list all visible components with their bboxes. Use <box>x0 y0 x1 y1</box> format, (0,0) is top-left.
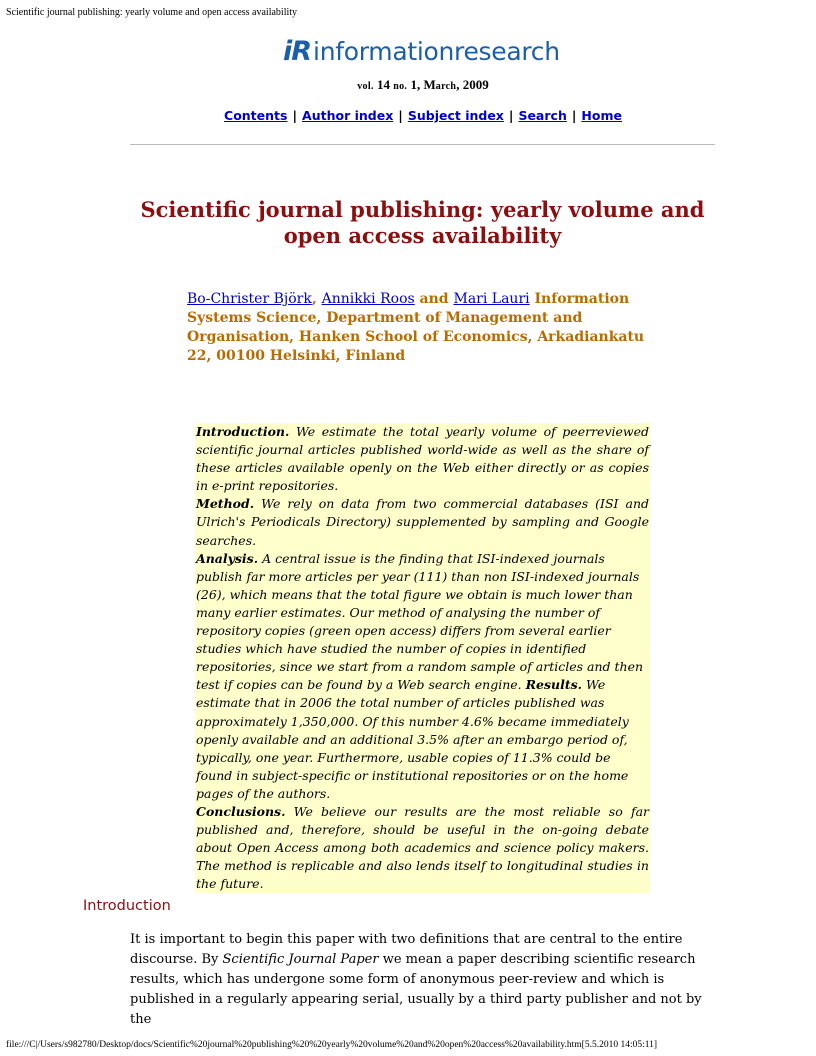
issue-year: 2009 <box>462 77 489 92</box>
abstract-analysis <box>196 550 649 803</box>
header-divider <box>130 144 715 145</box>
vol-number: 14 <box>377 77 390 92</box>
vol-label: vol <box>357 81 371 92</box>
abstract-method-text: We rely on data from two commercial databases (ISI and Ulrich's Periodicals Directory) supplemented by sampling and Google searches. <box>196 496 650 548</box>
author-link-roos[interactable]: Annikki Roos <box>321 291 415 307</box>
author-link-lauri[interactable]: Mari Lauri <box>453 291 530 307</box>
abstract-intro-text: We estimate the total yearly volume of peerreviewed scientific journal articles published world-wide as well as the share of these articles available openly on the Web either directly or as copies in e-print repositories. <box>196 424 649 494</box>
nav-search-link[interactable]: Search <box>518 108 567 123</box>
nav-contents-link[interactable]: Contents <box>224 108 288 123</box>
browser-page-title: Scientific journal publishing: yearly volume and open access availability <box>6 7 298 18</box>
abstract-conclusions-label: Conclusions. <box>196 803 286 819</box>
abstract-results-text: We estimate that in 2006 the total number of articles published was approximately 1,350,000. Of this number 4.6% became immediately openly available and an additional 3.5% after an embargo period of, typically, one year. Furthermore, usable copies of 11.3% could be found in subject-specific or institutional repositories or on the home pages of the authors. <box>196 677 629 801</box>
no-label: no <box>393 81 405 92</box>
abstract-method <box>196 495 649 549</box>
introduction-heading: Introduction <box>83 898 171 914</box>
author-block: Bo-Christer Björk, Annikki Roos and Mari Lauri Information Systems Science, Department of Management and Organisation, Hanken School of Economics, Arkadiankatu 22, 00100 Helsinki, Finland <box>187 291 645 364</box>
article-title: Scientific journal publishing: yearly volume and open access availability <box>140 197 705 248</box>
abstract-introduction <box>196 423 649 495</box>
top-nav: Contents | Author index | Subject index | Search | Home <box>224 108 622 123</box>
abstract-method-label: Method. <box>196 496 255 512</box>
nav-subject-index-link[interactable]: Subject index <box>407 108 504 123</box>
abstract-results-label: Results. <box>525 677 582 693</box>
journal-logo[interactable] <box>283 36 560 68</box>
logo-ir-mark: iR <box>283 36 312 67</box>
abstract-box <box>195 423 650 893</box>
month-initial: M <box>423 77 436 92</box>
intro-text-part1: It is important to begin this paper with two definitions that are central to the entire discourse. By <box>130 932 683 967</box>
month-rest: arch <box>435 81 457 92</box>
issue-line: vol. 14 no. 1, March, 2009 <box>357 77 489 92</box>
author-link-bjork[interactable]: Bo-Christer Björk <box>187 291 312 307</box>
nav-author-index-link[interactable]: Author index <box>302 108 394 123</box>
author-affiliation: Information Systems Science, Department of Management and Organisation, Hanken School of Economics, Arkadiankatu 22, 00100 Helsinki, Finland <box>187 291 645 364</box>
introduction-paragraph <box>130 930 715 1030</box>
abstract-analysis-text: A central issue is the finding that ISI-indexed journals publish far more articles per year (111) than non ISI-indexed journals (26), which means that the total figure we obtain is much lower than many earlier estimates. Our method of analysing the number of repository copies (green open access) differs from several earlier studies which have studied the number of copies in identified repositories, since we start from a random sample of articles and then test if copies can be found by a Web search engine. <box>196 550 644 693</box>
abstract-conclusions <box>196 803 649 893</box>
intro-term: Scientific Journal Paper <box>222 951 379 967</box>
no-number: 1 <box>410 77 417 92</box>
intro-text-part2: we mean a paper describing scientific research results, which has undergone some form of anonymous peer-review and which is published in a regularly appearing serial, usually by a third party publisher and not by the <box>130 951 702 1027</box>
logo-wordmark: informationresearch <box>313 37 560 66</box>
abstract-intro-label: Introduction. <box>196 424 290 439</box>
browser-footer-url: file:///C|/Users/s982780/Desktop/docs/Scientific%20journal%20publishing%20%20yearly%20volume%20and%20open%20access%20availability.htm[5.5.2010 14:05:11] <box>6 1040 658 1050</box>
abstract-analysis-label: Analysis. <box>196 550 259 566</box>
abstract-conclusions-text: We believe our results are the most reliable so far published and, therefore, should be useful in the on-going debate about Open Access among both academics and science policy makers. The method is replicable and also lends itself to longitudinal studies in the future. <box>196 803 649 892</box>
nav-home-link[interactable]: Home <box>581 108 622 123</box>
